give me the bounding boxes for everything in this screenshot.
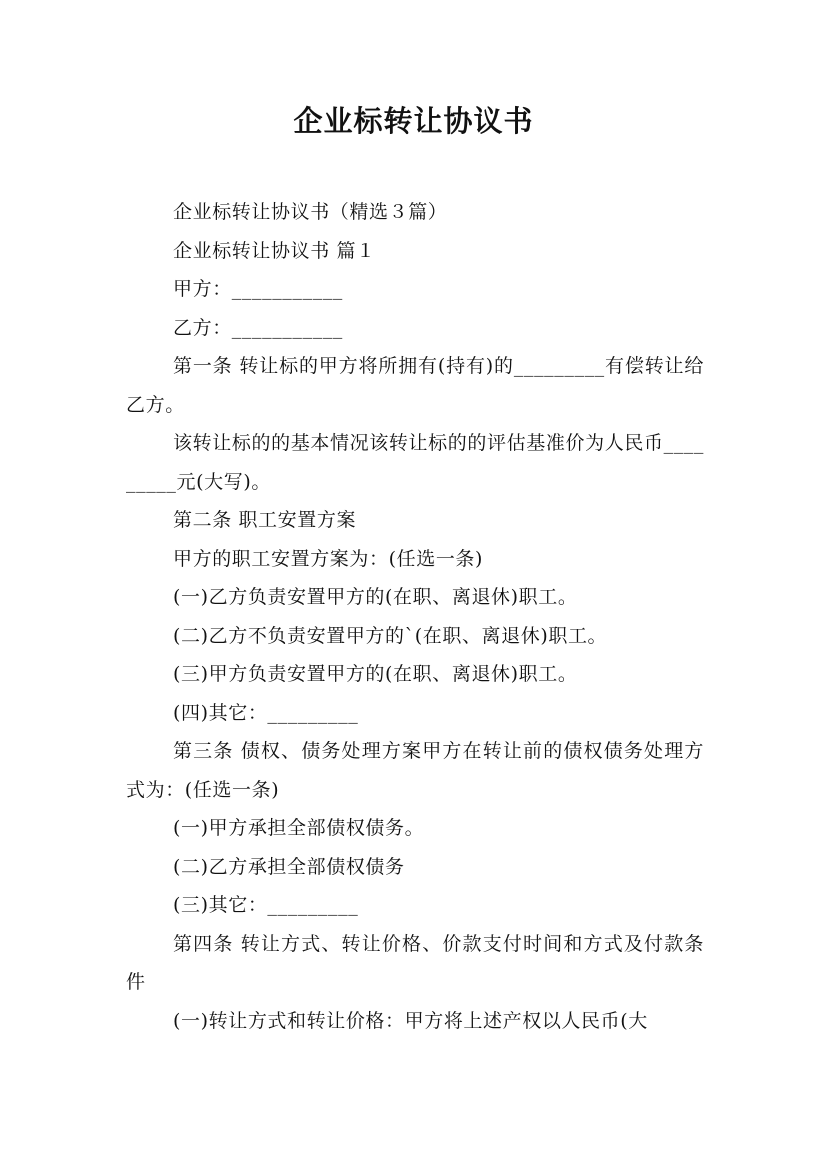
article-2-option-4: (四)其它：_________ [173, 701, 359, 724]
document-body [126, 193, 704, 1040]
article-2-option-3: (三)甲方负责安置甲方的(在职、离退休)职工。 [173, 663, 578, 685]
article-4-option-1: (一)转让方式和转让价格：甲方将上述产权以人民币(大 [173, 1009, 648, 1032]
article-3-option-3: (三)其它：_________ [173, 894, 359, 916]
paragraph-heading-selection: 企业标转让协议书（精选３篇） [173, 201, 448, 223]
article-2-option-2: (二)乙方不负责安置甲方的`(在职、离退休)职工。 [173, 624, 608, 647]
article-4-heading: 第四条 转让方式、转让价格、价款支付时间和方式及付款条件 [126, 932, 704, 993]
article-2-option-1: (一)乙方负责安置甲方的(在职、离退休)职工。 [173, 586, 578, 608]
article-3: 第三条 债权、债务处理方案甲方在转让前的债权债务处理方式为：(任选一条) [126, 740, 704, 801]
party-a-line: 甲方：___________ [173, 278, 343, 300]
party-b-line: 乙方：___________ [173, 316, 343, 339]
paragraph-part-1: 企业标转让协议书 篇１ [173, 239, 376, 262]
article-1: 第一条 转让标的甲方将所拥有(持有)的_________有偿转让给乙方。 [126, 355, 704, 416]
document-title: 企业标转让协议书 [293, 104, 534, 138]
article-3-option-1: (一)甲方承担全部债权债务。 [173, 817, 425, 839]
article-2-heading: 第二条 职工安置方案 [173, 509, 357, 531]
article-3-option-2: (二)乙方承担全部债权债务 [173, 855, 405, 878]
article-2-intro: 甲方的职工安置方案为：(任选一条) [173, 547, 484, 570]
article-1-detail: 该转让标的的基本情况该转让标的的评估基准价为人民币_________元(大写)。 [126, 432, 704, 493]
